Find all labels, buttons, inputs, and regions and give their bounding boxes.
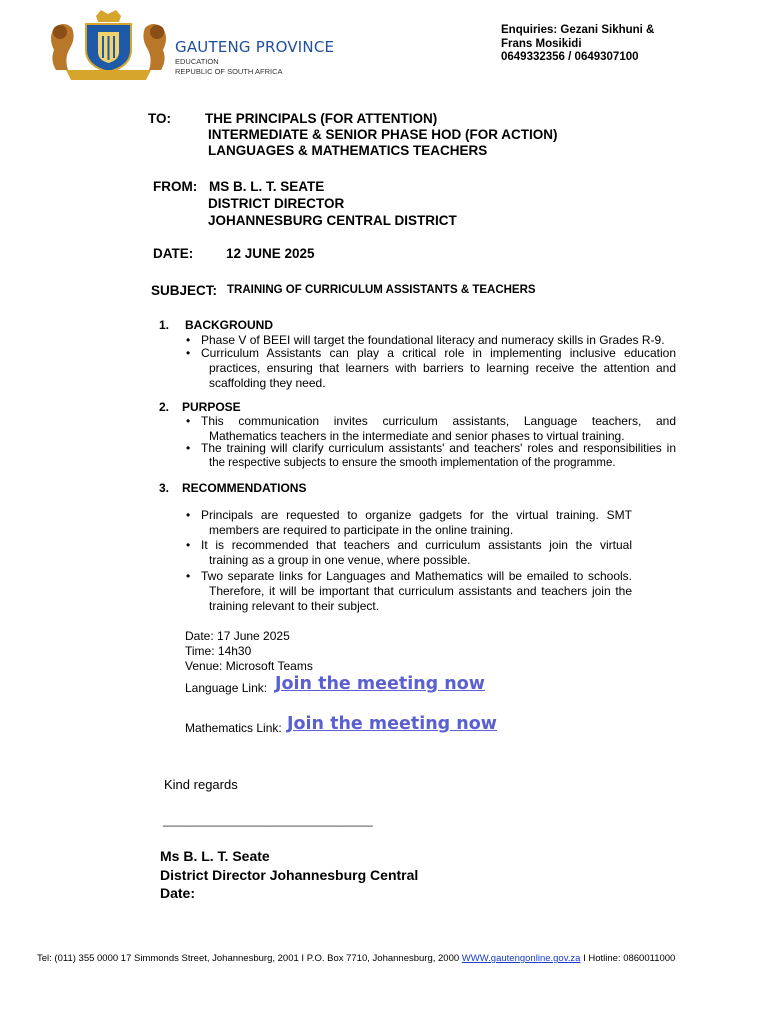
meeting-date: Date: 17 June 2025 [185, 629, 290, 643]
logo-subtitle-country: REPUBLIC OF SOUTH AFRICA [175, 67, 283, 76]
enquiries-line: Enquiries: Gezani Sikhuni & [501, 24, 655, 36]
bullet-icon: • [186, 346, 191, 360]
bullet-icon: • [186, 508, 191, 522]
kind-regards: Kind regards [164, 777, 238, 792]
bullet-icon: • [186, 569, 191, 583]
footer-website-link[interactable]: WWW.gautengonline.gov.za [461, 953, 581, 964]
list-item: • Phase V of BEEI will target the foundational literacy and numeracy skills in Grades R-9. [186, 333, 665, 347]
to-line: INTERMEDIATE & SENIOR PHASE HOD (FOR ACTION) [208, 127, 558, 142]
to-line: LANGUAGES & MATHEMATICS TEACHERS [208, 143, 488, 158]
list-item: • Two separate links for Languages and Mathematics will be emailed to schools. Therefore, it will be important that curriculum assistants and teachers join the training relevant to their subject. [186, 569, 632, 613]
enquiries-line: Frans Mosikidi [501, 37, 582, 50]
logo-subtitle-education: EDUCATION [175, 57, 219, 66]
signature-line: _____________________________ [163, 812, 373, 827]
section-title-purpose: PURPOSE [182, 400, 241, 414]
section-number: 1. [159, 318, 170, 332]
to-label: TO: [148, 111, 171, 126]
meeting-time: Time: 14h30 [185, 644, 252, 658]
list-item: • The training will clarify curriculum assistants' and teachers' roles and responsibilities in the respective subjects to ensure the smooth implementation of the programme. [186, 441, 676, 469]
language-meeting-link[interactable]: Join the meeting now [275, 674, 485, 694]
section-number: 2. [159, 400, 170, 414]
from-label: FROM: [153, 179, 198, 194]
footer-hotline: I Hotline: 0860011000 [580, 953, 676, 964]
bullet-icon: • [186, 441, 191, 455]
meeting-venue: Venue: Microsoft Teams [185, 659, 313, 673]
date-label: DATE: [153, 246, 194, 261]
coat-of-arms-icon [46, 8, 171, 82]
bullet-icon: • [186, 333, 191, 347]
enquiries-block [501, 24, 691, 65]
footer [37, 953, 677, 964]
logo-title: GAUTENG PROVINCE [175, 38, 335, 56]
list-item: • This communication invites curriculum assistants, Language teachers, and Mathematics teachers in the intermediate and senior phases to virtual training. [186, 414, 676, 443]
enquiries-phone: 0649332356 / 0649307100 [501, 51, 639, 63]
mathematics-meeting-link[interactable]: Join the meeting now [287, 714, 497, 734]
subject-label: SUBJECT: [151, 283, 218, 298]
bullet-icon: • [186, 538, 191, 552]
from-line: JOHANNESBURG CENTRAL DISTRICT [208, 213, 457, 228]
mathematics-link-label: Mathematics Link: [185, 721, 282, 735]
to-line: THE PRINCIPALS (FOR ATTENTION) [205, 111, 438, 126]
section-title-background: BACKGROUND [185, 318, 273, 332]
signatory-name: Ms B. L. T. Seate [160, 848, 270, 864]
date-value: 12 JUNE 2025 [226, 246, 315, 261]
list-item: • It is recommended that teachers and curriculum assistants join the virtual training as a group in one venue, where possible. [186, 538, 632, 567]
from-line: DISTRICT DIRECTOR [208, 196, 345, 211]
footer-address: Tel: (011) 355 0000 17 Simmonds Street, Johannesburg, 2001 I P.O. Box 7710, Johannesburg, 2000 [37, 953, 462, 964]
from-line: MS B. L. T. SEATE [209, 179, 325, 194]
subject-value: TRAINING OF CURRICULUM ASSISTANTS & TEACHERS [227, 284, 536, 296]
list-item: • Curriculum Assistants can play a critical role in implementing inclusive education practices, ensuring that learners with barriers to learning receive the attention and scaffolding they need. [186, 346, 676, 390]
signatory-title: District Director Johannesburg Central [160, 867, 419, 883]
signature-date-label: Date: [160, 885, 196, 901]
language-link-label: Language Link: [185, 681, 268, 695]
bullet-icon: • [186, 414, 191, 428]
list-item: • Principals are requested to organize gadgets for the virtual training. SMT members are required to participate in the online training. [186, 508, 632, 537]
section-title-recommendations: RECOMMENDATIONS [182, 481, 307, 495]
section-number: 3. [159, 481, 170, 495]
